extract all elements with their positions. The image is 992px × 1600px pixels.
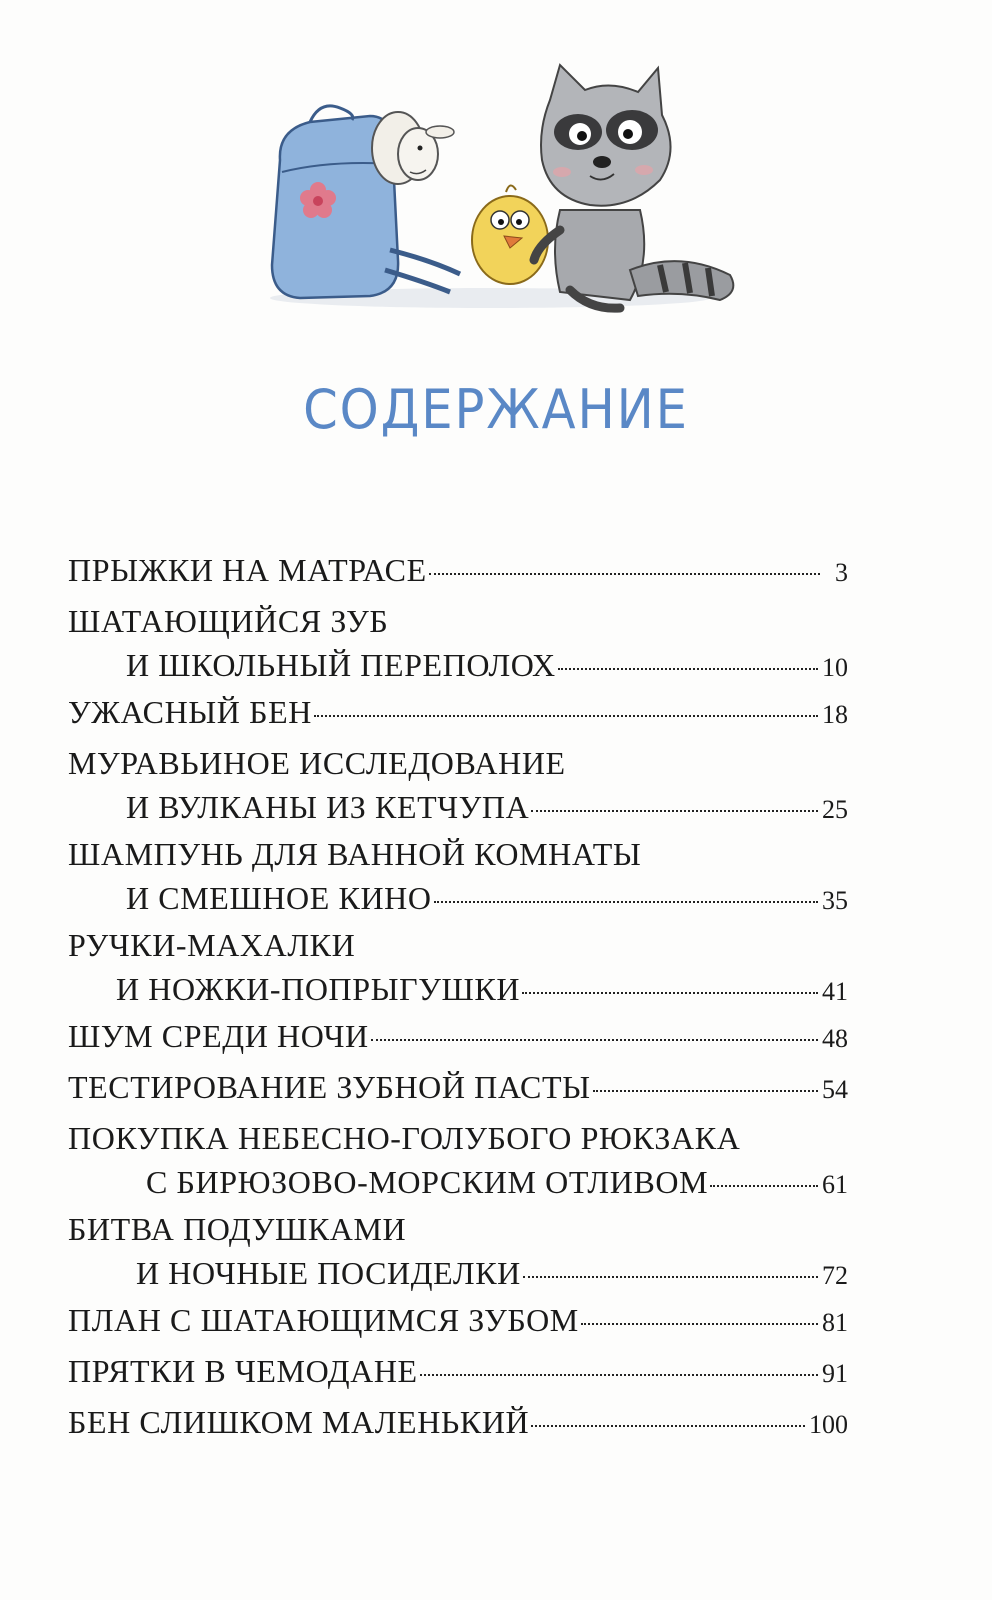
dot-leader [434,901,818,903]
toc-entry-title: ШАТАЮЩИЙСЯ ЗУБ [68,603,389,639]
toc-entry[interactable] [68,548,848,595]
toc-page-number: 3 [835,558,848,587]
table-of-contents [68,548,848,1451]
toc-page-number: 54 [822,1075,848,1104]
dot-leader [531,1425,805,1427]
toc-entry-title-continued: С БИРЮЗОВО-МОРСКИМ ОТЛИВОМ [146,1164,709,1200]
toc-page-number: 35 [822,886,848,915]
dot-leader [581,1323,818,1325]
toc-page-number: 18 [822,700,848,729]
toc-entry[interactable] [68,832,848,923]
characters-illustration-icon [260,60,750,325]
dot-leader [420,1374,818,1376]
toc-entry-title-continued: И НОЧНЫЕ ПОСИДЕЛКИ [136,1255,521,1291]
toc-entry[interactable] [68,923,848,1014]
toc-entry-title: УЖАСНЫЙ БЕН [68,694,312,730]
dot-leader [314,715,818,717]
dot-leader [710,1185,818,1187]
toc-entry[interactable] [68,741,848,832]
dot-leader [593,1090,818,1092]
toc-entry-title-continued: И ШКОЛЬНЫЙ ПЕРЕПОЛОХ [126,647,556,683]
toc-entry-title: ШАМПУНЬ ДЛЯ ВАННОЙ КОМНАТЫ [68,836,642,872]
toc-page-number: 25 [822,795,848,824]
toc-page-number: 81 [822,1308,848,1337]
toc-entry-title: ПОКУПКА НЕБЕСНО-ГОЛУБОГО РЮКЗАКА [68,1120,741,1156]
toc-entry[interactable] [68,1065,848,1112]
toc-page-number: 48 [822,1024,848,1053]
toc-entry[interactable] [68,1400,848,1447]
toc-entry-title-continued: И СМЕШНОЕ КИНО [126,880,432,916]
toc-entry-title: РУЧКИ-МАХАЛКИ [68,927,356,963]
toc-entry-title-continued: И ВУЛКАНЫ ИЗ КЕТЧУПА [126,789,530,825]
dot-leader [522,992,818,994]
toc-entry-title: БИТВА ПОДУШКАМИ [68,1211,407,1247]
toc-entry[interactable] [68,1349,848,1396]
dot-leader [371,1039,818,1041]
toc-entry-title-continued: И НОЖКИ-ПОПРЫГУШКИ [116,971,521,1007]
toc-entry-title: ПРЫЖКИ НА МАТРАСЕ [68,552,427,588]
toc-page-number: 91 [822,1359,848,1388]
toc-entry-title: БЕН СЛИШКОМ МАЛЕНЬКИЙ [68,1404,530,1440]
toc-entry-title: МУРАВЬИНОЕ ИССЛЕДОВАНИЕ [68,745,566,781]
toc-page-number: 61 [822,1170,848,1199]
toc-entry[interactable] [68,1014,848,1061]
dot-leader [523,1276,818,1278]
toc-page-number: 41 [822,977,848,1006]
toc-entry[interactable] [68,1298,848,1345]
toc-page-number: 10 [822,653,848,682]
toc-entry[interactable] [68,599,848,690]
toc-page-number: 100 [809,1410,848,1439]
toc-entry-title: ПРЯТКИ В ЧЕМОДАНЕ [68,1353,418,1389]
toc-page-number: 72 [822,1261,848,1290]
dot-leader [531,810,818,812]
contents-title: СОДЕРЖАНИЕ [303,378,689,441]
toc-entry[interactable] [68,1116,848,1207]
toc-entry[interactable] [68,1207,848,1298]
toc-entry[interactable] [68,690,848,737]
dot-leader [429,573,820,575]
toc-entry-title: ПЛАН С ШАТАЮЩИМСЯ ЗУБОМ [68,1302,579,1338]
toc-entry-title: ШУМ СРЕДИ НОЧИ [68,1018,369,1054]
toc-entry-title: ТЕСТИРОВАНИЕ ЗУБНОЙ ПАСТЫ [68,1069,591,1105]
dot-leader [558,668,818,670]
